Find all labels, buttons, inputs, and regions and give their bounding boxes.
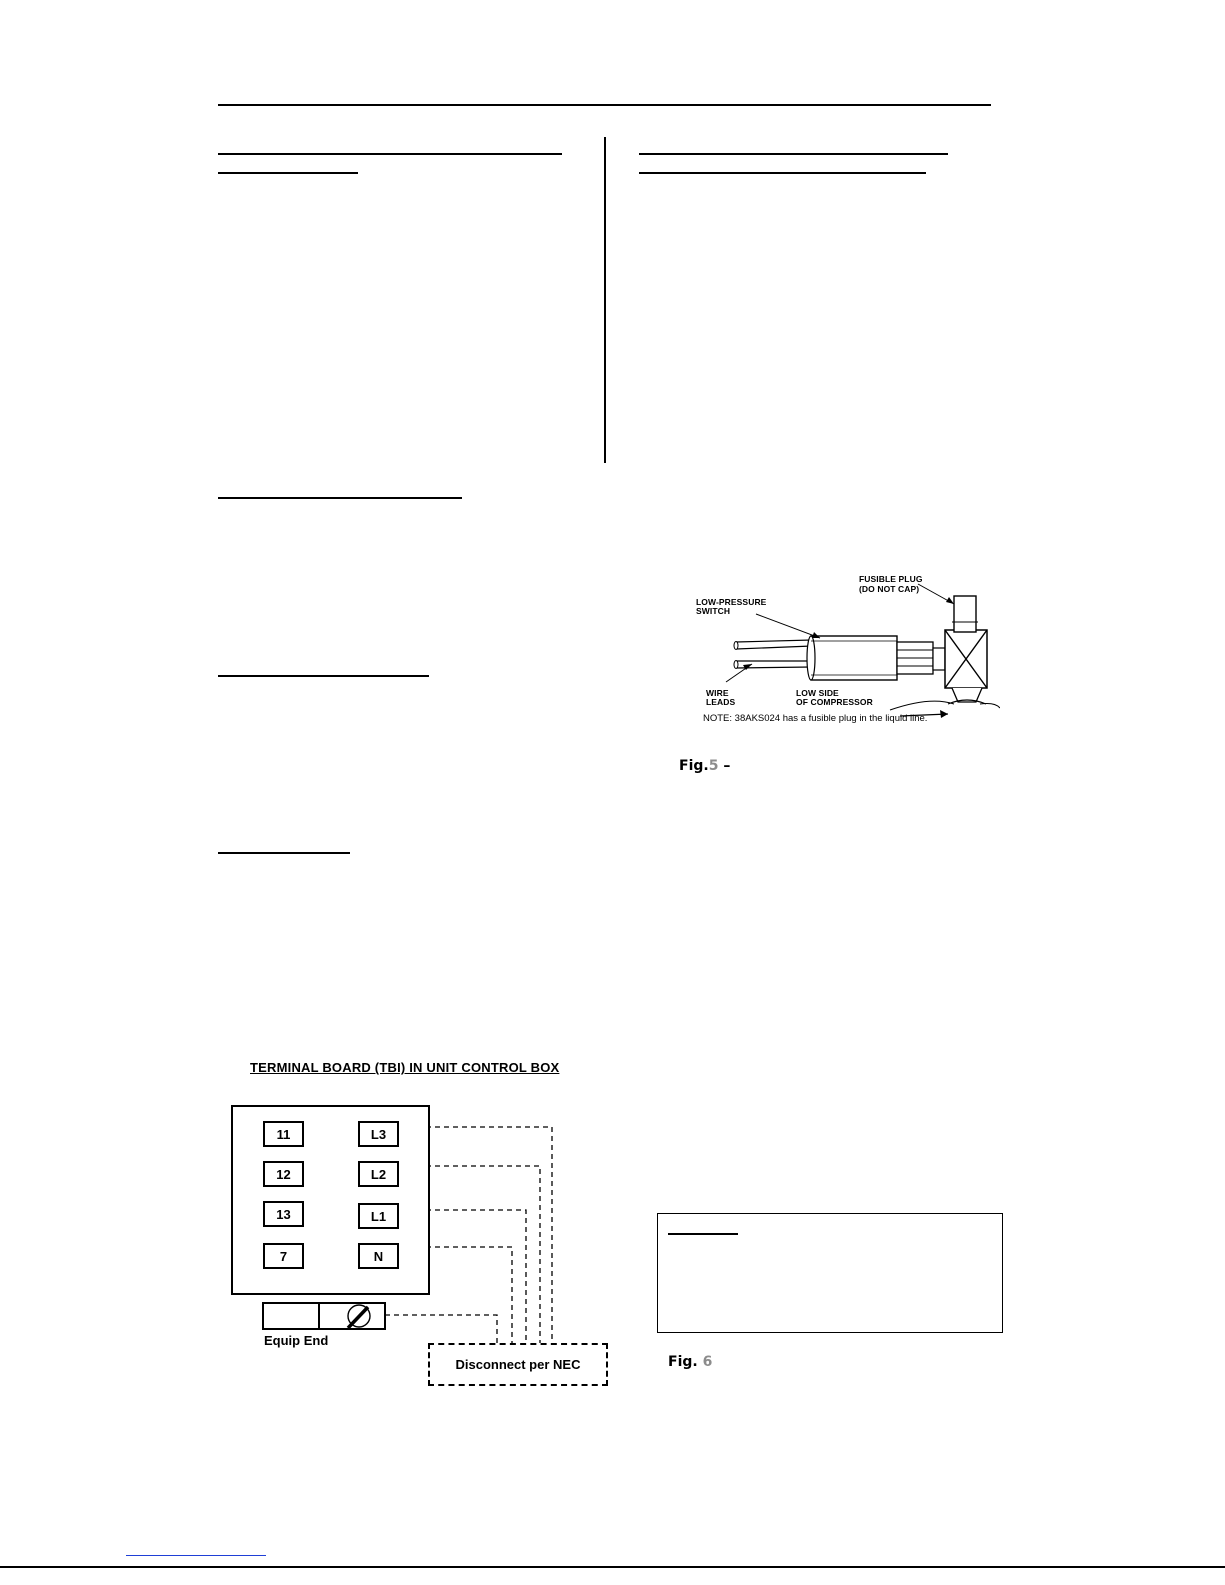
- low-pressure-label: LOW-PRESSURE: [696, 597, 767, 607]
- fusible-plug-label: FUSIBLE PLUG: [859, 574, 923, 584]
- figure-5-caption-suffix: –: [718, 758, 731, 774]
- terminal-n: N: [358, 1243, 399, 1269]
- figure-5-caption-prefix: Fig.: [679, 758, 709, 774]
- terminal-board-box: [231, 1105, 430, 1295]
- of-compressor-label: OF COMPRESSOR: [796, 697, 873, 707]
- footer-rule: [0, 1566, 1225, 1568]
- disconnect-per-nec-box: Disconnect per NEC: [428, 1343, 608, 1386]
- note-box-heading-underline: [668, 1233, 738, 1235]
- terminal-l3: L3: [358, 1121, 399, 1147]
- terminal-13: 13: [263, 1201, 304, 1227]
- figure-5-note: NOTE: 38AKS024 has a fusible plug in the liquid line.: [703, 713, 928, 724]
- do-not-cap-label: (DO NOT CAP): [859, 584, 920, 594]
- figure-6-caption-prefix: Fig.: [668, 1354, 698, 1370]
- figure-5-caption-number: 5: [708, 758, 719, 774]
- terminal-12: 12: [263, 1161, 304, 1187]
- terminal-l2: L2: [358, 1161, 399, 1187]
- leads-label: LEADS: [706, 697, 736, 707]
- footer-link-underline[interactable]: [126, 1555, 266, 1556]
- switch-label: SWITCH: [696, 606, 731, 616]
- figure-6-caption-number: 6: [702, 1354, 713, 1370]
- figure-6-note-box: [657, 1213, 1003, 1333]
- terminal-11: 11: [263, 1121, 304, 1147]
- ground-screw-icon: [344, 1304, 374, 1330]
- figure-6-caption: [668, 1354, 712, 1370]
- equip-end-block: [262, 1302, 386, 1330]
- terminal-7: 7: [263, 1243, 304, 1269]
- equip-end-label: Equip End: [264, 1333, 329, 1348]
- wire-label: WIRE: [706, 688, 729, 698]
- equip-end-divider: [318, 1304, 320, 1328]
- terminal-board-title: TERMINAL BOARD (TBI) IN UNIT CONTROL BOX: [250, 1060, 560, 1075]
- low-side-label: LOW SIDE: [796, 688, 839, 698]
- terminal-l1: L1: [358, 1203, 399, 1229]
